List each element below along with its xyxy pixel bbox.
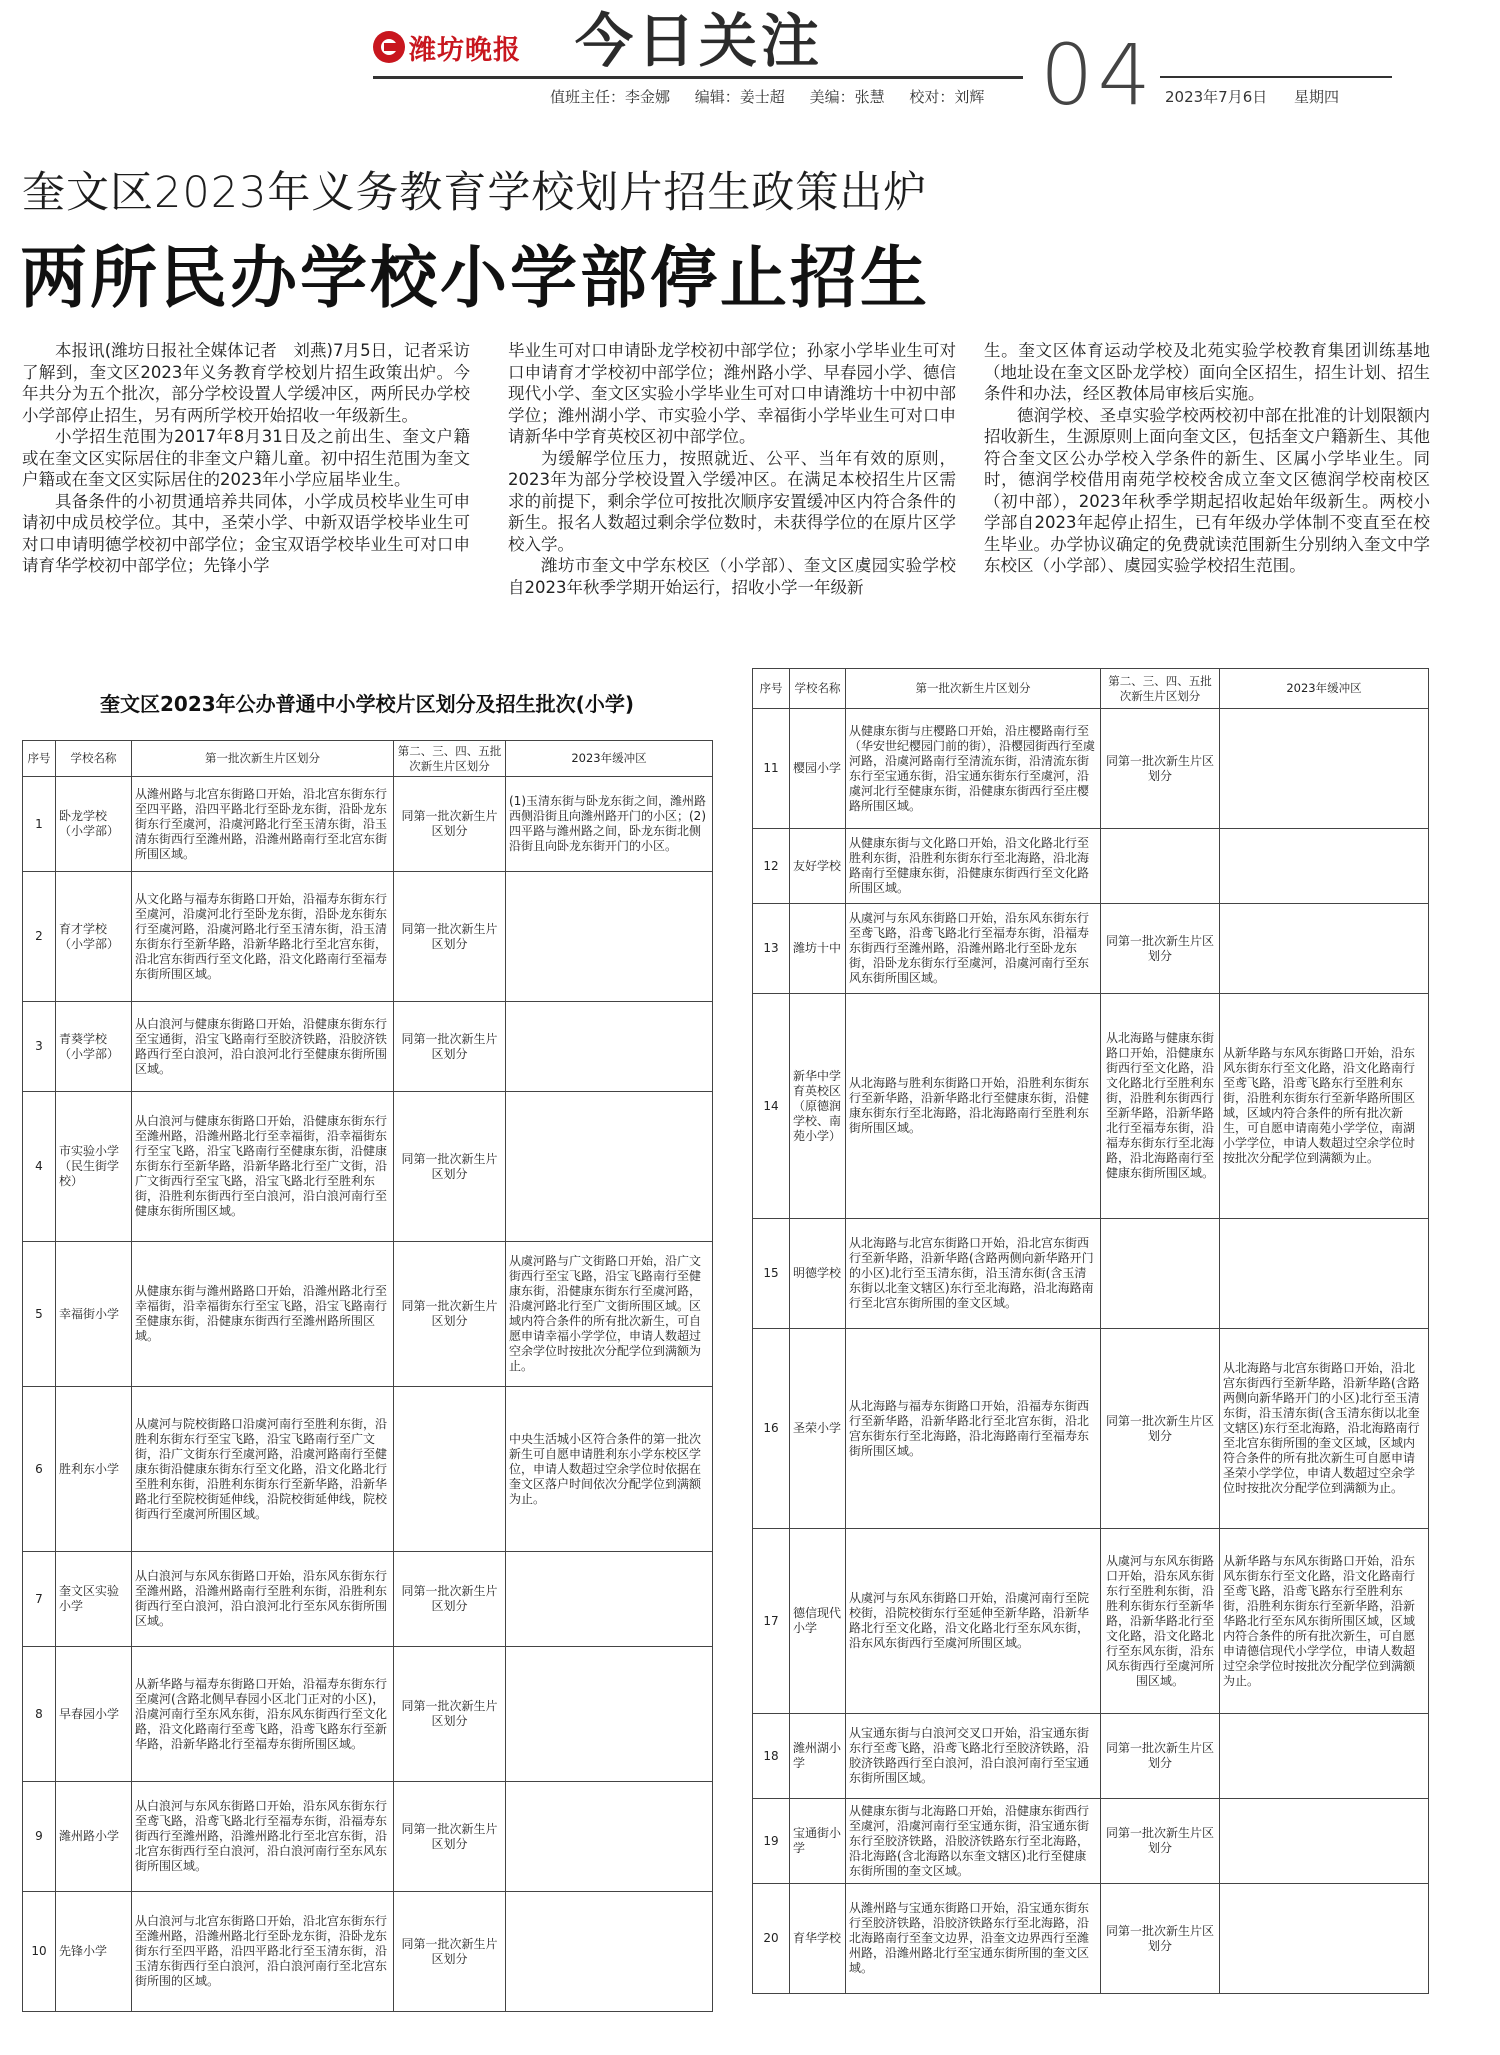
header-cell: 第一批次新生片区划分 (132, 741, 394, 777)
first-batch-zone-cell: 从潍州路与宝通东街路口开始，沿宝通东街东行至胶济铁路，沿胶济铁路东行至北海路，沿北海路南行至奎文边界，沿奎文边界西行至潍州路，沿潍州路北行至宝通东街所围的奎文区域。 (846, 1884, 1101, 1994)
later-batch-zone-cell: 同第一批次新生片区划分 (394, 1647, 506, 1782)
buffer-zone-cell: 从北海路与北宫东街路口开始，沿北宫东街西行至新华路，沿新华路(含路两侧向新华路开门的小区)北行至玉清东街，沿玉清东街(含玉清东街以北奎文辖区)东行至北海路，沿北海路南行至北宫东街所围的奎文区域，区域内符合条件的所有批次新生可自愿申请圣荣小学学位，申请人数超过空余学位时按批次分配学位到满额为止。 (1220, 1329, 1429, 1529)
later-batch-zone-cell: 同第一批次新生片区划分 (394, 1552, 506, 1647)
school-name-cell: 明德学校 (790, 1219, 846, 1329)
later-batch-zone-cell: 同第一批次新生片区划分 (394, 1002, 506, 1092)
buffer-zone-cell (1220, 709, 1429, 829)
school-name-cell: 早春园小学 (56, 1647, 132, 1782)
first-batch-zone-cell: 从白浪河与东风东街路口开始，沿东风东街东行至鸢飞路，沿鸢飞路北行至福寿东街，沿福寿东街西行至潍州路，沿潍州路北行至北宫东街，沿北宫东街西行至白浪河，沿白浪河南行至东风东街所围区域。 (132, 1782, 394, 1892)
masthead-date (1165, 86, 1361, 107)
first-batch-zone-cell: 从健康东街与北海路口开始，沿健康东街西行至虞河，沿虞河南行至宝通东街，沿宝通东街东行至胶济铁路，沿胶济铁路东行至北海路，沿北海路(含北海路以东奎文辖区)北行至健康东街所围的奎文区域。 (846, 1799, 1101, 1884)
paragraph: 毕业生可对口申请卧龙学校初中部学位；孙家小学毕业生可对口申请育才学校初中部学位；潍州路小学、早春园小学、德信现代小学、奎文区实验小学毕业生可对口申请潍坊十中初中部学位；潍州湖小学、市实验小学、幸福街小学毕业生可对口申请新华中学育英校区初中部学位。 (508, 341, 956, 446)
school-name-cell: 新华中学育英校区（原德润学校、南苑小学） (790, 994, 846, 1219)
row-number-cell: 2 (23, 872, 56, 1002)
article-column-3 (984, 340, 1430, 577)
buffer-zone-cell (506, 1552, 713, 1647)
credit-duty-editor: 值班主任：李金娜 (550, 88, 671, 106)
table-row (753, 1529, 1429, 1714)
header-cell: 学校名称 (56, 741, 132, 777)
paper-logo-icon (373, 31, 405, 63)
buffer-zone-cell (1220, 904, 1429, 994)
row-number-cell: 6 (23, 1387, 56, 1552)
school-name-cell: 潍州路小学 (56, 1782, 132, 1892)
later-batch-zone-cell: 同第一批次新生片区划分 (1101, 1329, 1220, 1529)
later-batch-zone-cell (1101, 829, 1220, 904)
later-batch-zone-cell (1101, 1219, 1220, 1329)
school-name-cell: 卧龙学校（小学部） (56, 777, 132, 872)
table-row (753, 709, 1429, 829)
row-number-cell: 4 (23, 1092, 56, 1242)
masthead-rule (373, 76, 1023, 79)
school-name-cell: 奎文区实验小学 (56, 1552, 132, 1647)
paragraph: 本报讯(潍坊日报社全媒体记者 刘燕)7月5日，记者采访了解到，奎文区2023年义务教育学校划片招生政策出炉。今年共分为五个批次，部分学校设置人学缓冲区，两所民办学校小学部停止招生，另有两所学校开始招收一年级新生。 (22, 341, 470, 425)
later-batch-zone-cell: 从虞河与东风东街路口开始，沿东风东街东行至胜利东街，沿胜利东街东行至新华路，沿新华路北行至文化路，沿文化路北行至东风东街，沿东风东街西行至虞河所围区域。 (1101, 1529, 1220, 1714)
row-number-cell: 7 (23, 1552, 56, 1647)
later-batch-zone-cell: 同第一批次新生片区划分 (394, 777, 506, 872)
later-batch-zone-cell: 从北海路与健康东街路口开始，沿健康东街西行至文化路，沿文化路北行至胜利东街，沿胜利东街西行至新华路，沿新华路北行至福寿东街，沿福寿东街东行至北海路，沿北海路南行至健康东街所围区域。 (1101, 994, 1220, 1219)
table-row (23, 1002, 713, 1092)
row-number-cell: 14 (753, 994, 790, 1219)
header-cell: 第二、三、四、五批次新生片区划分 (1101, 669, 1220, 709)
paper-name: 潍坊晚报 (409, 34, 521, 66)
row-number-cell: 9 (23, 1782, 56, 1892)
table1-title: 奎文区2023年公办普通中小学校片区划分及招生批次(小学) (100, 692, 634, 716)
first-batch-zone-cell: 从白浪河与东风东街路口开始，沿东风东街东行至潍州路，沿潍州路南行至胜利东街，沿胜利东街西行至白浪河，沿白浪河北行至东风东街所围区域。 (132, 1552, 394, 1647)
table-header-row (753, 669, 1429, 709)
buffer-zone-cell (506, 872, 713, 1002)
buffer-zone-cell (1220, 1219, 1429, 1329)
school-name-cell: 育才学校（小学部） (56, 872, 132, 1002)
first-batch-zone-cell: 从虞河与东风东街路口开始，沿东风东街东行至鸢飞路，沿鸢飞路北行至福寿东街，沿福寿东街西行至潍州路，沿潍州路北行至卧龙东街，沿卧龙东街东行至虞河，沿虞河南行至东风东街所围区域。 (846, 904, 1101, 994)
buffer-zone-cell (1220, 1714, 1429, 1799)
buffer-zone-cell (506, 1002, 713, 1092)
paper-logo (373, 26, 521, 68)
row-number-cell: 15 (753, 1219, 790, 1329)
paragraph: 生。奎文区体育运动学校及北苑实验学校教育集团训练基地（地址设在奎文区卧龙学校）面向全区招生，招生计划、招生条件和办法，经区教体局审核后实施。 (984, 341, 1430, 403)
school-name-cell: 樱园小学 (790, 709, 846, 829)
header-cell: 第一批次新生片区划分 (846, 669, 1101, 709)
row-number-cell: 3 (23, 1002, 56, 1092)
paragraph: 具备条件的小初贯通培养共同体，小学成员校毕业生可申请初中成员校学位。其中，圣荣小学、中新双语学校毕业生可对口申请明德学校初中部学位；金宝双语学校毕业生可对口申请育华学校初中部学位；先锋小学 (22, 491, 470, 575)
school-name-cell: 育华学校 (790, 1884, 846, 1994)
buffer-zone-cell (506, 1782, 713, 1892)
first-batch-zone-cell: 从北海路与北宫东街路口开始，沿北宫东街西行至新华路，沿新华路(含路两侧向新华路开门的小区)北行至玉清东街，沿玉清东街(含玉清东街以北奎文辖区)东行至北海路，沿北海路南行至北宫东街所围的奎文区域。 (846, 1219, 1101, 1329)
table-row (753, 1714, 1429, 1799)
first-batch-zone-cell: 从虞河与院校街路口沿虞河南行至胜利东街，沿胜利东街东行至宝飞路，沿宝飞路南行至广文街，沿广文街东行至虞河路，沿虞河路南行至健康东街沿健康东街东行至文化路，沿文化路北行至胜利东街，沿胜利东街东行至新华路，沿新华路北行至院校街延伸线，沿院校街延伸线，院校街西行至虞河所围区域。 (132, 1387, 394, 1552)
paragraph: 潍坊市奎文中学东校区（小学部）、奎文区虞园实验学校自2023年秋季学期开始运行，招收小学一年级新 (508, 556, 956, 597)
row-number-cell: 5 (23, 1242, 56, 1387)
table-row (23, 1892, 713, 2012)
header-cell: 2023年缓冲区 (1220, 669, 1429, 709)
buffer-zone-cell: (1)玉清东街与卧龙东街之间，潍州路西侧沿街且向潍州路开门的小区；(2)四平路与潍州路之间，卧龙东街北侧沿街且向卧龙东街开门的小区。 (506, 777, 713, 872)
buffer-zone-cell: 从新华路与东风东街路口开始，沿东风东街东行至文化路，沿文化路南行至鸢飞路，沿鸢飞路东行至胜利东街，沿胜利东街东行至新华路，沿新华路北行至东风东街所围区域，区域内符合条件的所有批次新生，可自愿申请德信现代小学学位，申请人数超过空余学位时按批次分配学位到满额为止。 (1220, 1529, 1429, 1714)
first-batch-zone-cell: 从虞河与东风东街路口开始，沿虞河南行至院校街，沿院校街东行至延伸至新华路，沿新华路北行至文化路，沿文化路北行至东风东街，沿东风东街西行至虞河所围区域。 (846, 1529, 1101, 1714)
later-batch-zone-cell: 同第一批次新生片区划分 (394, 1782, 506, 1892)
school-name-cell: 幸福街小学 (56, 1242, 132, 1387)
buffer-zone-cell (1220, 829, 1429, 904)
table-row (23, 1782, 713, 1892)
row-number-cell: 18 (753, 1714, 790, 1799)
buffer-zone-cell: 中央生活城小区符合条件的第一批次新生可自愿申请胜利东小学东校区学位，申请人数超过空余学位时依据在奎文区落户时间依次分配学位到满额为止。 (506, 1387, 713, 1552)
later-batch-zone-cell: 同第一批次新生片区划分 (394, 1242, 506, 1387)
first-batch-zone-cell: 从健康东街与庄樱路口开始，沿庄樱路南行至（华安世纪樱园门前的街），沿樱园街西行至虞河路，沿虞河路南行至清流东街，沿清流东街东行至宝通东街，沿宝通东街东行至虞河，沿虞河北行至健康东街，沿健康东街西行至庄樱路所围区域。 (846, 709, 1101, 829)
table-row (753, 904, 1429, 994)
row-number-cell: 13 (753, 904, 790, 994)
issue-date: 2023年7月6日 (1165, 88, 1268, 106)
later-batch-zone-cell (394, 1387, 506, 1552)
buffer-zone-cell (1220, 1799, 1429, 1884)
row-number-cell: 16 (753, 1329, 790, 1529)
later-batch-zone-cell: 同第一批次新生片区划分 (394, 1892, 506, 2012)
page-number: 04 (1040, 26, 1155, 124)
school-name-cell: 宝通街小学 (790, 1799, 846, 1884)
school-name-cell: 潍州湖小学 (790, 1714, 846, 1799)
later-batch-zone-cell: 同第一批次新生片区划分 (1101, 1884, 1220, 1994)
row-number-cell: 19 (753, 1799, 790, 1884)
first-batch-zone-cell: 从北海路与福寿东街路口开始，沿福寿东街西行至新华路，沿新华路北行至北宫东街，沿北宫东街东行至北海路，沿北海路南行至福寿东街所围区域。 (846, 1329, 1101, 1529)
first-batch-zone-cell: 从白浪河与健康东街路口开始，沿健康东街东行至宝通街，沿宝飞路南行至胶济铁路，沿胶济铁路西行至白浪河，沿白浪河北行至健康东街所围区域。 (132, 1002, 394, 1092)
row-number-cell: 1 (23, 777, 56, 872)
school-name-cell: 先锋小学 (56, 1892, 132, 2012)
article-column-1 (22, 340, 470, 577)
later-batch-zone-cell: 同第一批次新生片区划分 (1101, 1714, 1220, 1799)
paragraph: 小学招生范围为2017年8月31日及之前出生、奎文户籍或在奎文区实际居住的非奎文户籍儿童。初中招生范围为奎文户籍或在奎文区实际居住的2023年小学应届毕业生。 (22, 427, 470, 489)
buffer-zone-cell: 从虞河路与广文街路口开始，沿广文街西行至宝飞路，沿宝飞路南行至健康东街，沿健康东街东行至虞河路，沿虞河路北行至广文街所围区域。区域内符合条件的所有批次新生，可自愿申请幸福小学学位，申请人数超过空余学位时按批次分配学位到满额为止。 (506, 1242, 713, 1387)
table-row (753, 994, 1429, 1219)
date-rule (1160, 76, 1392, 78)
first-batch-zone-cell: 从新华路与福寿东街路口开始，沿福寿东街东行至虞河(含路北侧早春园小区北门正对的小区)，沿虞河南行至东风东街，沿东风东街西行至文化路，沿文化路南行至鸢飞路，沿鸢飞路东行至新华路，沿新华路北行至福寿东街所围区域。 (132, 1647, 394, 1782)
credit-proofreader: 校对：刘辉 (909, 88, 985, 106)
table-row (753, 1329, 1429, 1529)
table-header-row (23, 741, 713, 777)
later-batch-zone-cell: 同第一批次新生片区划分 (1101, 1799, 1220, 1884)
school-name-cell: 潍坊十中 (790, 904, 846, 994)
later-batch-zone-cell: 同第一批次新生片区划分 (394, 1092, 506, 1242)
table-row (23, 777, 713, 872)
masthead-credits (550, 86, 1004, 107)
issue-weekday: 星期四 (1294, 88, 1340, 106)
table-row (23, 1092, 713, 1242)
first-batch-zone-cell: 从白浪河与北宫东街路口开始，沿北宫东街东行至潍州路，沿潍州路北行至卧龙东街，沿卧龙东街东行至四平路，沿四平路北行至玉清东街，沿玉清东街西行至白浪河，沿白浪河南行至北宫东街所围的区域。 (132, 1892, 394, 2012)
school-name-cell: 德信现代小学 (790, 1529, 846, 1714)
first-batch-zone-cell: 从潍州路与北宫东街路口开始，沿北宫东街东行至四平路，沿四平路北行至卧龙东街，沿卧龙东街东行至虞河，沿虞河路北行至玉清东街，沿玉清东街西行至潍州路，沿潍州路南行至北宫东街所围区域。 (132, 777, 394, 872)
row-number-cell: 11 (753, 709, 790, 829)
school-name-cell: 市实验小学（民生街学校） (56, 1092, 132, 1242)
school-name-cell: 青葵学校（小学部） (56, 1002, 132, 1092)
buffer-zone-cell (506, 1892, 713, 2012)
section-title: 今日关注 (575, 7, 824, 75)
buffer-zone-cell: 从新华路与东风东街路口开始，沿东风东街东行至文化路，沿文化路南行至鸢飞路，沿鸢飞路东行至胜利东街，沿胜利东街东行至新华路所围区域，区域内符合条件的所有批次新生，可自愿申请南苑小学学位，南湖小学学位，申请人数超过空余学位时按批次分配学位到满额为止。 (1220, 994, 1429, 1219)
table-row (23, 872, 713, 1002)
later-batch-zone-cell: 同第一批次新生片区划分 (394, 872, 506, 1002)
row-number-cell: 8 (23, 1647, 56, 1782)
paragraph: 德润学校、圣卓实验学校两校初中部在批准的计划限额内招收新生，生源原则上面向奎文区，包括奎文户籍新生、其他符合奎文区公办学校入学条件的新生、区属小学毕业生。同时，德润学校借用南苑学校校舍成立奎文区德润学校南校区（初中部），2023年秋季学期起招收起始年级新生。两校小学部自2023年起停止招生，已有年级办学体制不变直至在校生毕业。办学协议确定的免费就读范围新生分别纳入奎文中学东校区（小学部）、虞园实验学校招生范围。 (984, 405, 1430, 575)
school-name-cell: 圣荣小学 (790, 1329, 846, 1529)
later-batch-zone-cell: 同第一批次新生片区划分 (1101, 904, 1220, 994)
later-batch-zone-cell: 同第一批次新生片区划分 (1101, 709, 1220, 829)
header-cell: 学校名称 (790, 669, 846, 709)
table-row (753, 1884, 1429, 1994)
row-number-cell: 12 (753, 829, 790, 904)
article-headline: 两所民办学校小学部停止招生 (20, 239, 930, 317)
table-row (753, 829, 1429, 904)
header-cell: 2023年缓冲区 (506, 741, 713, 777)
table-row (753, 1219, 1429, 1329)
buffer-zone-cell (1220, 1884, 1429, 1994)
buffer-zone-cell (506, 1092, 713, 1242)
table-row (23, 1552, 713, 1647)
row-number-cell: 20 (753, 1884, 790, 1994)
table-row (23, 1387, 713, 1552)
school-name-cell: 友好学校 (790, 829, 846, 904)
zoning-table-left (22, 740, 713, 2012)
first-batch-zone-cell: 从北海路与胜利东街路口开始，沿胜利东街东行至新华路，沿新华路北行至健康东街，沿健康东街东行至北海路，沿北海路南行至胜利东街所围区域。 (846, 994, 1101, 1219)
table-row (753, 1799, 1429, 1884)
header-cell: 序号 (753, 669, 790, 709)
first-batch-zone-cell: 从健康东街与潍州路路口开始，沿潍州路北行至幸福街，沿幸福街东行至宝飞路，沿宝飞路南行至健康东街，沿健康东街西行至潍州路所围区域。 (132, 1242, 394, 1387)
header-cell: 第二、三、四、五批次新生片区划分 (394, 741, 506, 777)
buffer-zone-cell (506, 1647, 713, 1782)
credit-editor: 编辑：姜士超 (694, 88, 785, 106)
article-column-2 (508, 340, 956, 598)
credit-art-editor: 美编：张慧 (809, 88, 885, 106)
table-row (23, 1242, 713, 1387)
first-batch-zone-cell: 从健康东街与文化路口开始，沿文化路北行至胜利东街，沿胜利东街东行至北海路，沿北海路南行至健康东街，沿健康东街西行至文化路所围区域。 (846, 829, 1101, 904)
row-number-cell: 10 (23, 1892, 56, 2012)
paragraph: 为缓解学位压力，按照就近、公平、当年有效的原则，2023年为部分学校设置入学缓冲区。在满足本校招生片区需求的前提下，剩余学位可按批次顺序安置缓冲区内符合条件的新生。报名人数超过剩余学位数时，未获得学位的在原片区学校入学。 (508, 448, 956, 554)
school-name-cell: 胜利东小学 (56, 1387, 132, 1552)
article-subheadline: 奎文区2023年义务教育学校划片招生政策出炉 (22, 168, 928, 218)
first-batch-zone-cell: 从文化路与福寿东街路口开始，沿福寿东街东行至虞河，沿虞河北行至卧龙东街，沿卧龙东街东行至虞河路，沿虞河路北行至玉清东街，沿玉清东街东行至新华路，沿新华路北行至北宫东街，沿北宫东街西行至文化路，沿文化路南行至福寿东街所围区域。 (132, 872, 394, 1002)
first-batch-zone-cell: 从白浪河与健康东街路口开始，沿健康东街东行至潍州路，沿潍州路北行至幸福街，沿幸福街东行至宝飞路，沿宝飞路南行至健康东街，沿健康东街东行至新华路，沿新华路北行至广文街，沿广文街西行至宝飞路，沿宝飞路北行至胜利东街，沿胜利东街西行至白浪河，沿白浪河南行至健康东街所围区域。 (132, 1092, 394, 1242)
first-batch-zone-cell: 从宝通东街与白浪河交叉口开始，沿宝通东街东行至鸢飞路，沿鸢飞路北行至胶济铁路，沿胶济铁路西行至白浪河，沿白浪河南行至宝通东街所围区域。 (846, 1714, 1101, 1799)
zoning-table-right (752, 668, 1429, 1994)
header-cell: 序号 (23, 741, 56, 777)
table-row (23, 1647, 713, 1782)
row-number-cell: 17 (753, 1529, 790, 1714)
